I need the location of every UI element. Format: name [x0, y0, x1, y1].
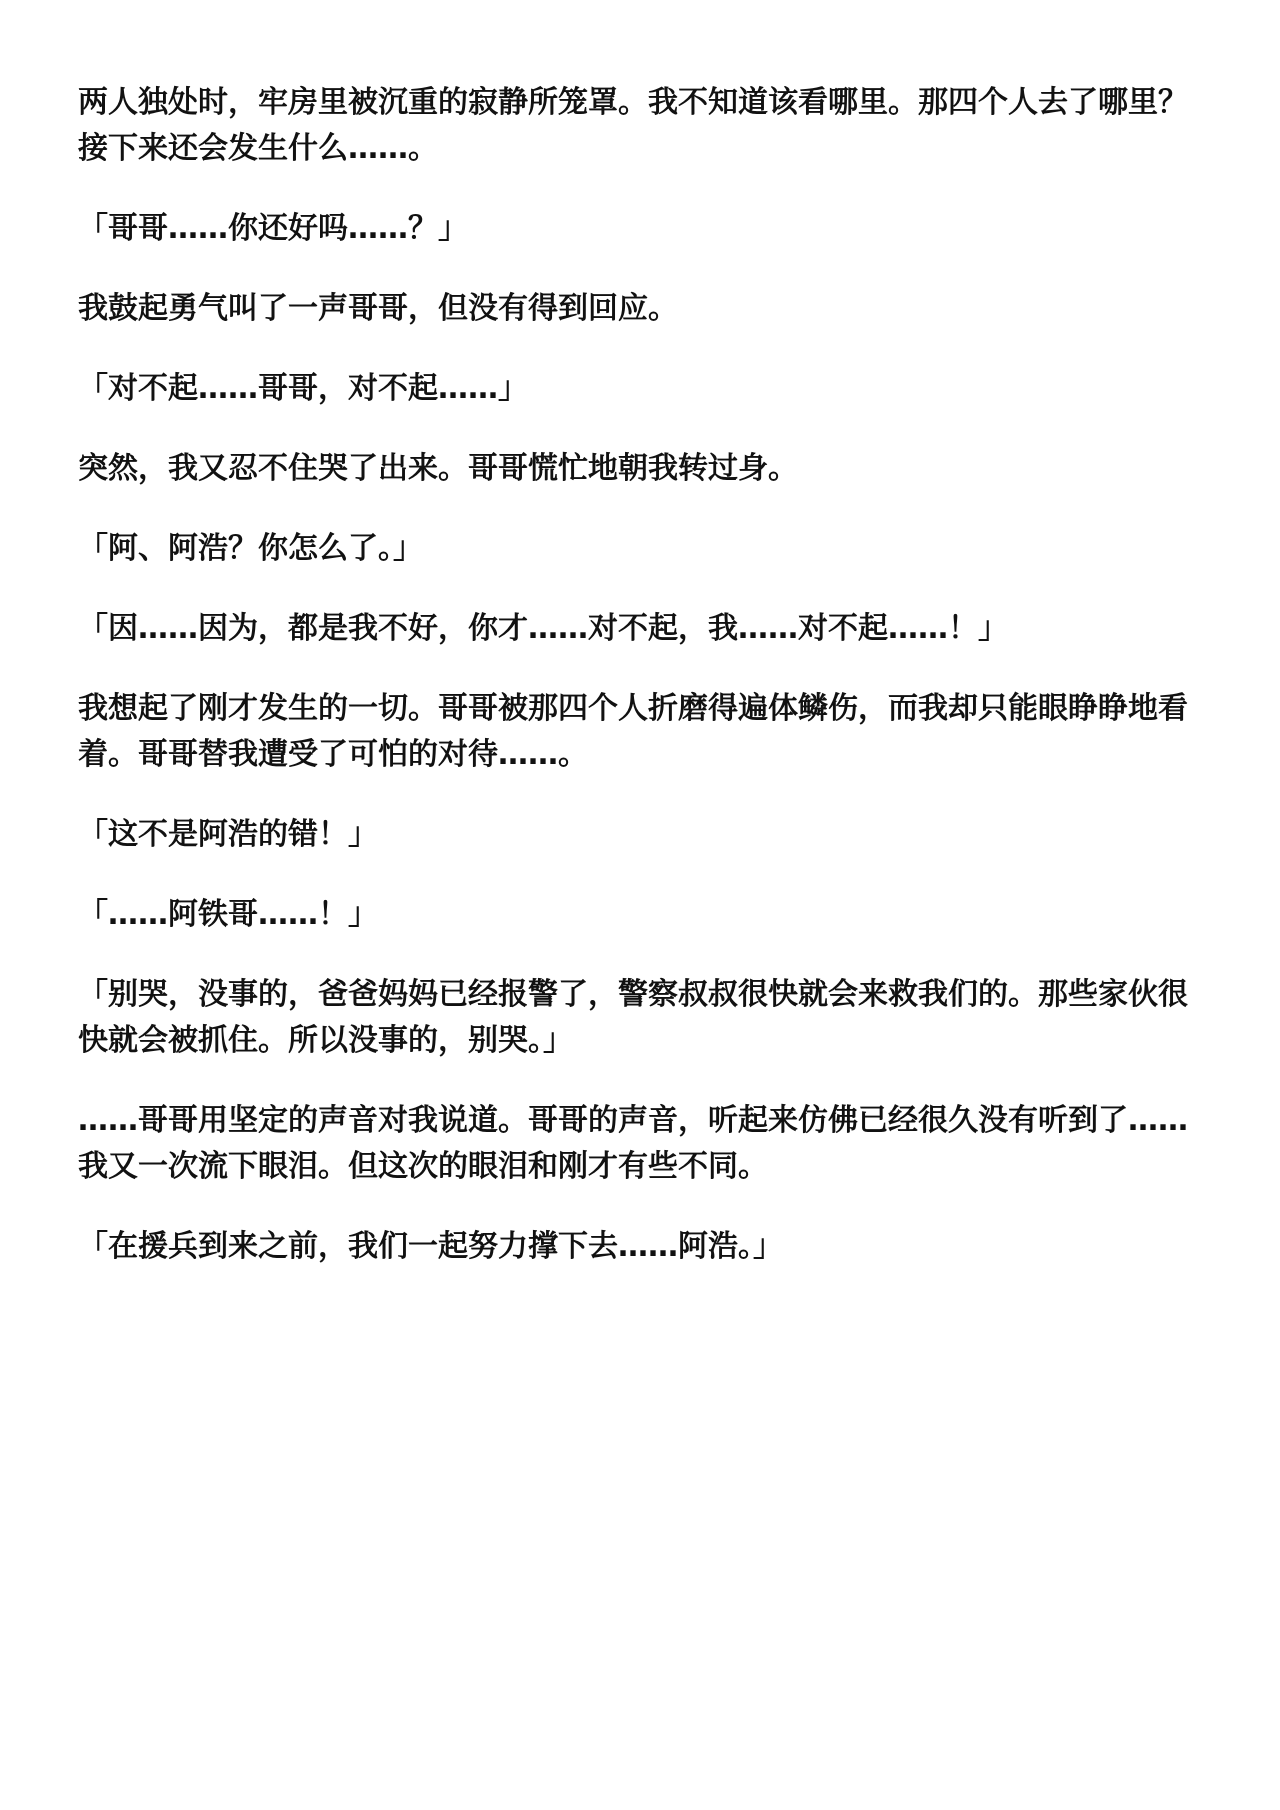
dialogue-line: 「因……因为，都是我不好，你才……对不起，我……对不起……！」 [78, 611, 1008, 646]
narration-paragraph: ……哥哥用坚定的声音对我说道。哥哥的声音，听起来仿佛已经很久没有听到了……我又一次流下眼泪。但这次的眼泪和刚才有些不同。 [78, 1103, 1188, 1184]
narration-paragraph: 两人独处时，牢房里被沉重的寂静所笼罩。我不知道该看哪里。那四个人去了哪里？接下来还会发生什么……。 [78, 85, 1188, 166]
dialogue-line: 「……阿铁哥……！」 [78, 897, 378, 932]
dialogue-line: 「阿、阿浩？你怎么了。」 [78, 531, 423, 566]
dialogue-line: 「对不起……哥哥，对不起……」 [78, 371, 528, 406]
narration-paragraph: 我想起了刚才发生的一切。哥哥被那四个人折磨得遍体鳞伤，而我却只能眼睁睁地看着。哥哥替我遭受了可怕的对待……。 [78, 691, 1188, 772]
dialogue-line: 「别哭，没事的，爸爸妈妈已经报警了，警察叔叔很快就会来救我们的。那些家伙很快就会被抓住。所以没事的，别哭。」 [78, 977, 1188, 1058]
document-page [78, 80, 1208, 1304]
narration-paragraph: 我鼓起勇气叫了一声哥哥，但没有得到回应。 [78, 291, 678, 326]
dialogue-line: 「在援兵到来之前，我们一起努力撑下去……阿浩。」 [78, 1229, 783, 1264]
dialogue-line: 「这不是阿浩的错！」 [78, 817, 378, 852]
narration-paragraph: 突然，我又忍不住哭了出来。哥哥慌忙地朝我转过身。 [78, 451, 798, 486]
dialogue-line: 「哥哥……你还好吗……？」 [78, 211, 468, 246]
